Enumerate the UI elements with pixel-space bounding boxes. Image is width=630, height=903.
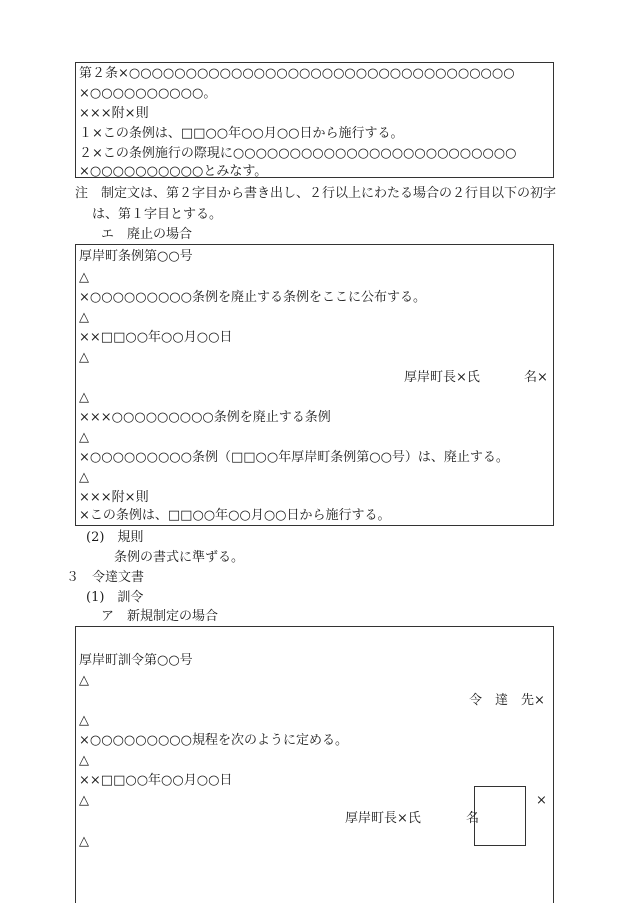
date-line: ××□□○○年○○月○○日 — [79, 773, 233, 788]
triangle-mark: △ — [79, 834, 89, 849]
article-line-3: ×××附×則 — [79, 106, 149, 121]
repeal-text: ×○○○○○○○○○条例（□□○○年厚岸町条例第○○号）は、廃止する。 — [79, 450, 509, 465]
section-3-heading: ３ 令達文書 — [66, 570, 145, 585]
section-e-heading: エ 廃止の場合 — [101, 227, 193, 242]
signer-name: 名× — [524, 370, 548, 385]
seal-box — [474, 786, 526, 846]
article-line-2: ×○○○○○○○○○○。 — [79, 86, 217, 101]
supplementary-heading: ×××附×則 — [79, 490, 149, 505]
seal-mark: × — [536, 793, 547, 808]
recipient-label: 令 達 先× — [469, 693, 545, 708]
note-line-1: 注 制定文は、第２字目から書き出し、２行以上にわたる場合の２行目以下の初字 — [75, 186, 557, 201]
signer-title: 厚岸町長×氏 — [345, 811, 421, 826]
rules-body: 条例の書式に準ずる。 — [114, 550, 245, 565]
triangle-mark: △ — [79, 430, 89, 445]
ordinance-title: ×××○○○○○○○○○条例を廃止する条例 — [79, 410, 331, 425]
regulation-text: ×○○○○○○○○○規程を次のように定める。 — [79, 733, 348, 748]
triangle-mark: △ — [79, 390, 89, 405]
rules-heading: (2) 規則 — [86, 530, 144, 545]
ordinance-number: 厚岸町条例第○○号 — [79, 249, 193, 264]
repeal-ordinance-box — [75, 244, 554, 526]
triangle-mark: △ — [79, 310, 89, 325]
signer-name: 名 — [466, 811, 480, 826]
article-line-1: 第２条×○○○○○○○○○○○○○○○○○○○○○○○○○○○○○○○○○○ — [79, 66, 515, 81]
promulgation-text: ×○○○○○○○○○条例を廃止する条例をここに公布する。 — [79, 290, 426, 305]
instruction-heading: (1) 訓令 — [86, 590, 144, 605]
article-line-5: ２×この条例施行の際現に○○○○○○○○○○○○○○○○○○○○○○○○○ — [79, 146, 517, 161]
triangle-mark: △ — [79, 793, 89, 808]
article-line-6: ×○○○○○○○○○○とみなす。 — [79, 164, 268, 179]
triangle-mark: △ — [79, 673, 89, 688]
date-line: ××□□○○年○○月○○日 — [79, 330, 233, 345]
triangle-mark: △ — [79, 350, 89, 365]
effective-date-text: ×この条例は、□□○○年○○月○○日から施行する。 — [79, 508, 391, 523]
article-line-4: １×この条例は、□□○○年○○月○○日から施行する。 — [79, 126, 404, 141]
triangle-mark: △ — [79, 713, 89, 728]
signer-title: 厚岸町長×氏 — [404, 370, 480, 385]
triangle-mark: △ — [79, 270, 89, 285]
triangle-mark: △ — [79, 753, 89, 768]
new-enactment-heading: ア 新規制定の場合 — [101, 609, 219, 624]
instruction-number: 厚岸町訓令第○○号 — [79, 653, 193, 668]
note-line-2: は、第１字目とする。 — [92, 207, 223, 222]
triangle-mark: △ — [79, 470, 89, 485]
